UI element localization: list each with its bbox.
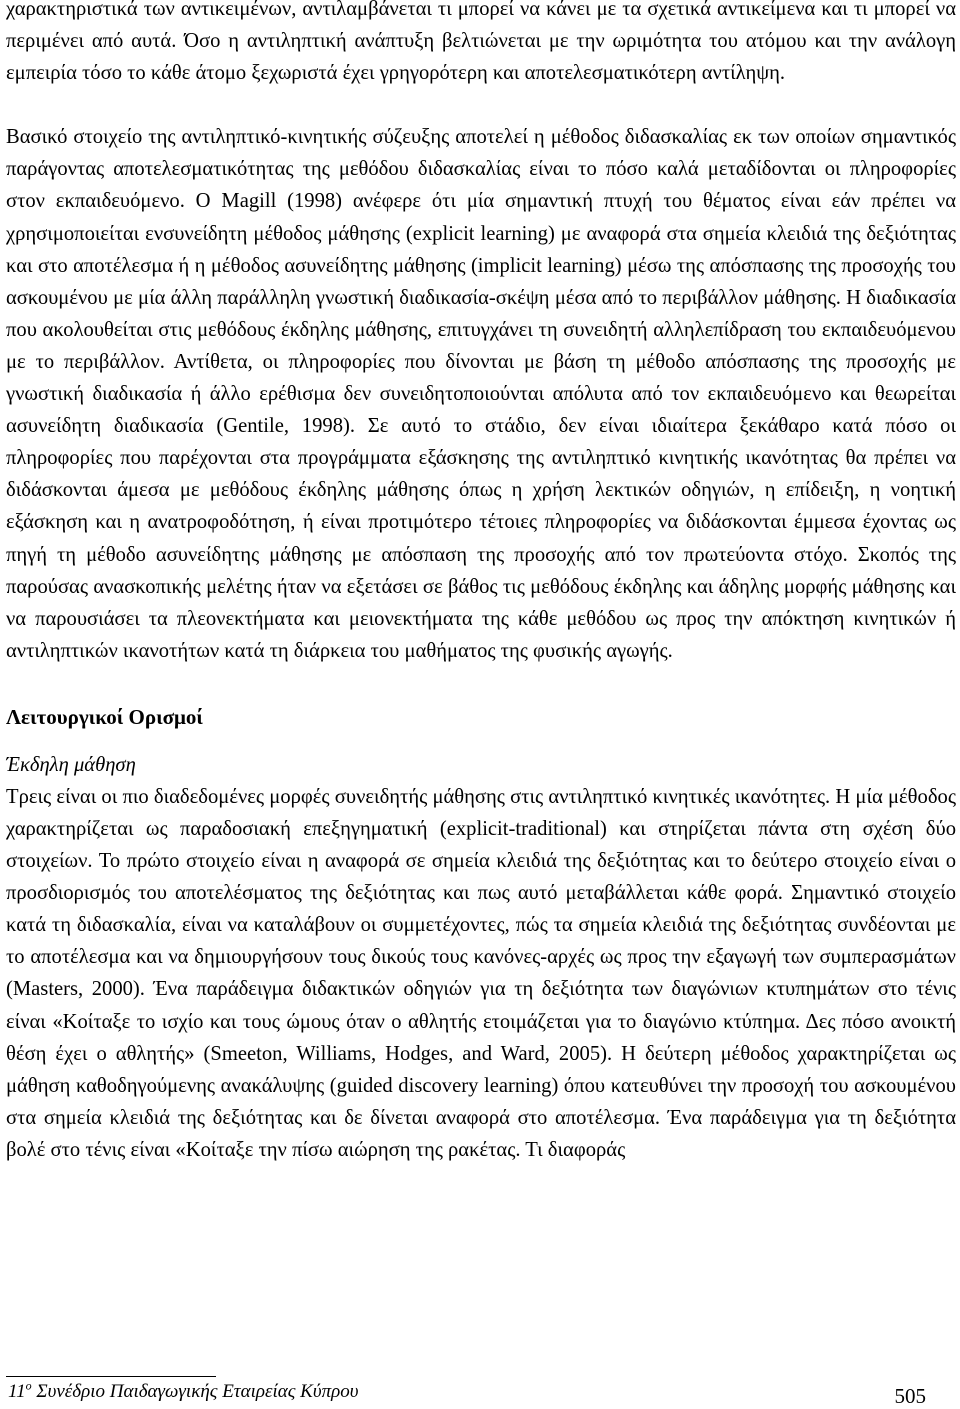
footer-rule (6, 1376, 216, 1377)
subsection-heading: Έκδηλη μάθηση (6, 753, 136, 776)
section-heading: Λειτουργικοί Ορισμοί (6, 704, 203, 729)
conference-title (8, 1378, 359, 1403)
document-page (6, 0, 956, 1166)
conference-name: Συνέδριο Παιδαγωγικής Εταιρείας Κύπρου (36, 1381, 359, 1402)
conference-ordinal: ο (25, 1378, 32, 1393)
definition-paragraph: Τρεις είναι οι πιο διαδεδομένες μορφές συνειδητής μάθησης στις αντιληπτικό κινητικές ικανότητες. Η μία μέθοδος χαρακτηρίζεται ως παραδοσιακή επεξηγηματική (explicit-traditional) και στηρίζεται πάντα στη σχέση δύο στοιχείων. Το πρώτο στοιχείο είναι η αναφορά σε σημεία κλειδιά της δεξιότητας και το δεύτερο στοιχείο είναι ο προσδιορισμός του αποτελέσματος της δεξιότητας και πως αυτό μεταβάλλεται κάθε φορά. Σημαντικό στοιχείο κατά τη διδασκαλία, είναι να καταλάβουν οι συμμετέχοντες, πώς τα σημεία κλειδιά της δεξιότητας συνδέονται με το αποτέλεσμα και να δημιουργήσουν τους δικούς τους κανόνες-αρχές ως προς την εξαγωγή των συμπερασμάτων (Masters, 2000). Ένα παράδειγμα διδακτικών οδηγιών για τη δεξιότητα των διαγώνιων κτυπημάτων στο τένις είναι «Κοίταξε το ισχίο και τους ώμους όταν ο αθλητής ετοιμάζεται για το διαγώνιο κτύπημα. Δες πόσο ανοικτή θέση έχει ο αθλητής» (Smeeton, Williams, Hodges, and Ward, 2005). Η δεύτερη μέθοδος χαρακτηρίζεται ως μάθηση καθοδηγούμενης ανακάλυψης (guided discovery learning) όπου κατευθύνει την προσοχή του ασκουμένου στα σημεία κλειδιά της δεξιότητας και δε δίνεται αναφορά στο αποτέλεσμα. Ένα παράδειγμα για τη δεξιότητα βολέ στο τένις είναι «Κοίταξε την πίσω αιώρηση της ρακέτας. Τι διαφοράς (6, 785, 956, 1161)
intro-paragraph: χαρακτηριστικά των αντικειμένων, αντιλαμβάνεται τι μπορεί να κάνει με τα σχετικά αντικείμενα και τι μπορεί να περιμένει από αυτά. Όσο η αντιληπτική ανάπτυξη βελτιώνεται με την ωριμότητα του ατόμου και την ανάλογη εμπειρία τόσο το κάθε άτομο ξεχωριστά έχει γρηγορότερη και αποτελεσματικότερη αντίληψη. (6, 0, 956, 85)
main-paragraph: Βασικό στοιχείο της αντιληπτικό-κινητικής σύζευξης αποτελεί η μέθοδος διδασκαλίας εκ των οποίων σημαντικός παράγοντας αποτελεσματικότητας της μεθόδου διδασκαλίας είναι το πόσο καλά μεταδίδονται οι πληροφορίες στον εκπαιδευόμενο. Ο Magill (1998) ανέφερε ότι μία σημαντική πτυχή του θέματος είναι εάν πρέπει να χρησιμοποιείται ενσυνείδητη μέθοδος μάθησης (explicit learning) με αναφορά στα σημεία κλειδιά της δεξιότητας και στο αποτέλεσμα ή η μέθοδος ασυνείδητης μάθησης (implicit learning) μέσω της απόσπασης της προσοχής του ασκουμένου με μία άλλη παράλληλη γνωστική διαδικασία-σκέψη μέσα από το περιβάλλον μάθησης. Η διαδικασία που ακολουθείται στις μεθόδους έκδηλης μάθησης, επιτυγχάνει τη συνειδητή αλληλεπίδραση του εκπαιδευόμενου με το περιβάλλον. Αντίθετα, οι πληροφορίες που δίνονται με βάση τη μέθοδο απόσπασης της προσοχής με γνωστική διαδικασία ή άλλο ερέθισμα δεν συνειδητοποιούνται απόλυτα από τον εκπαιδευόμενο και θεωρείται ασυνείδητη διαδικασία (Gentile, 1998). Σε αυτό το στάδιο, δεν είναι ιδιαίτερα ξεκάθαρο κατά πόσο οι πληροφορίες που παρέχονται στα προγράμματα εξάσκησης της αντιληπτικό κινητικής ικανότητας θα πρέπει να διδάσκονται άμεσα με μεθόδους έκδηλης μάθησης όπως η χρήση λεκτικών οδηγιών, η επίδειξη, η νοητική εξάσκηση και η ανατροφοδότηση, ή είναι προτιμότερο τέτοιες πληροφορίες να διδάσκονται έμμεσα έχοντας ως πηγή τη μέθοδο ασυνείδητης μάθησης με απόσπαση της προσοχής από τον πρωτεύοντα στόχο. Σκοπός της παρούσας ανασκοπικής μελέτης ήταν να εξετάσει σε βάθος τις μεθόδους έκδηλης και άδηλης μορφής μάθησης και να παρουσιάσει τα πλεονεκτήματα και μειονεκτήματα της κάθε μεθόδου ως προς την απόκτηση κινητικών ή αντιληπτικών ικανοτήτων κατά τη διάρκεια του μαθήματος της φυσικής αγωγής. (6, 126, 956, 662)
page-number: 505 (894, 1384, 926, 1408)
page-footer (6, 1376, 926, 1408)
conference-number: 11 (8, 1381, 26, 1402)
